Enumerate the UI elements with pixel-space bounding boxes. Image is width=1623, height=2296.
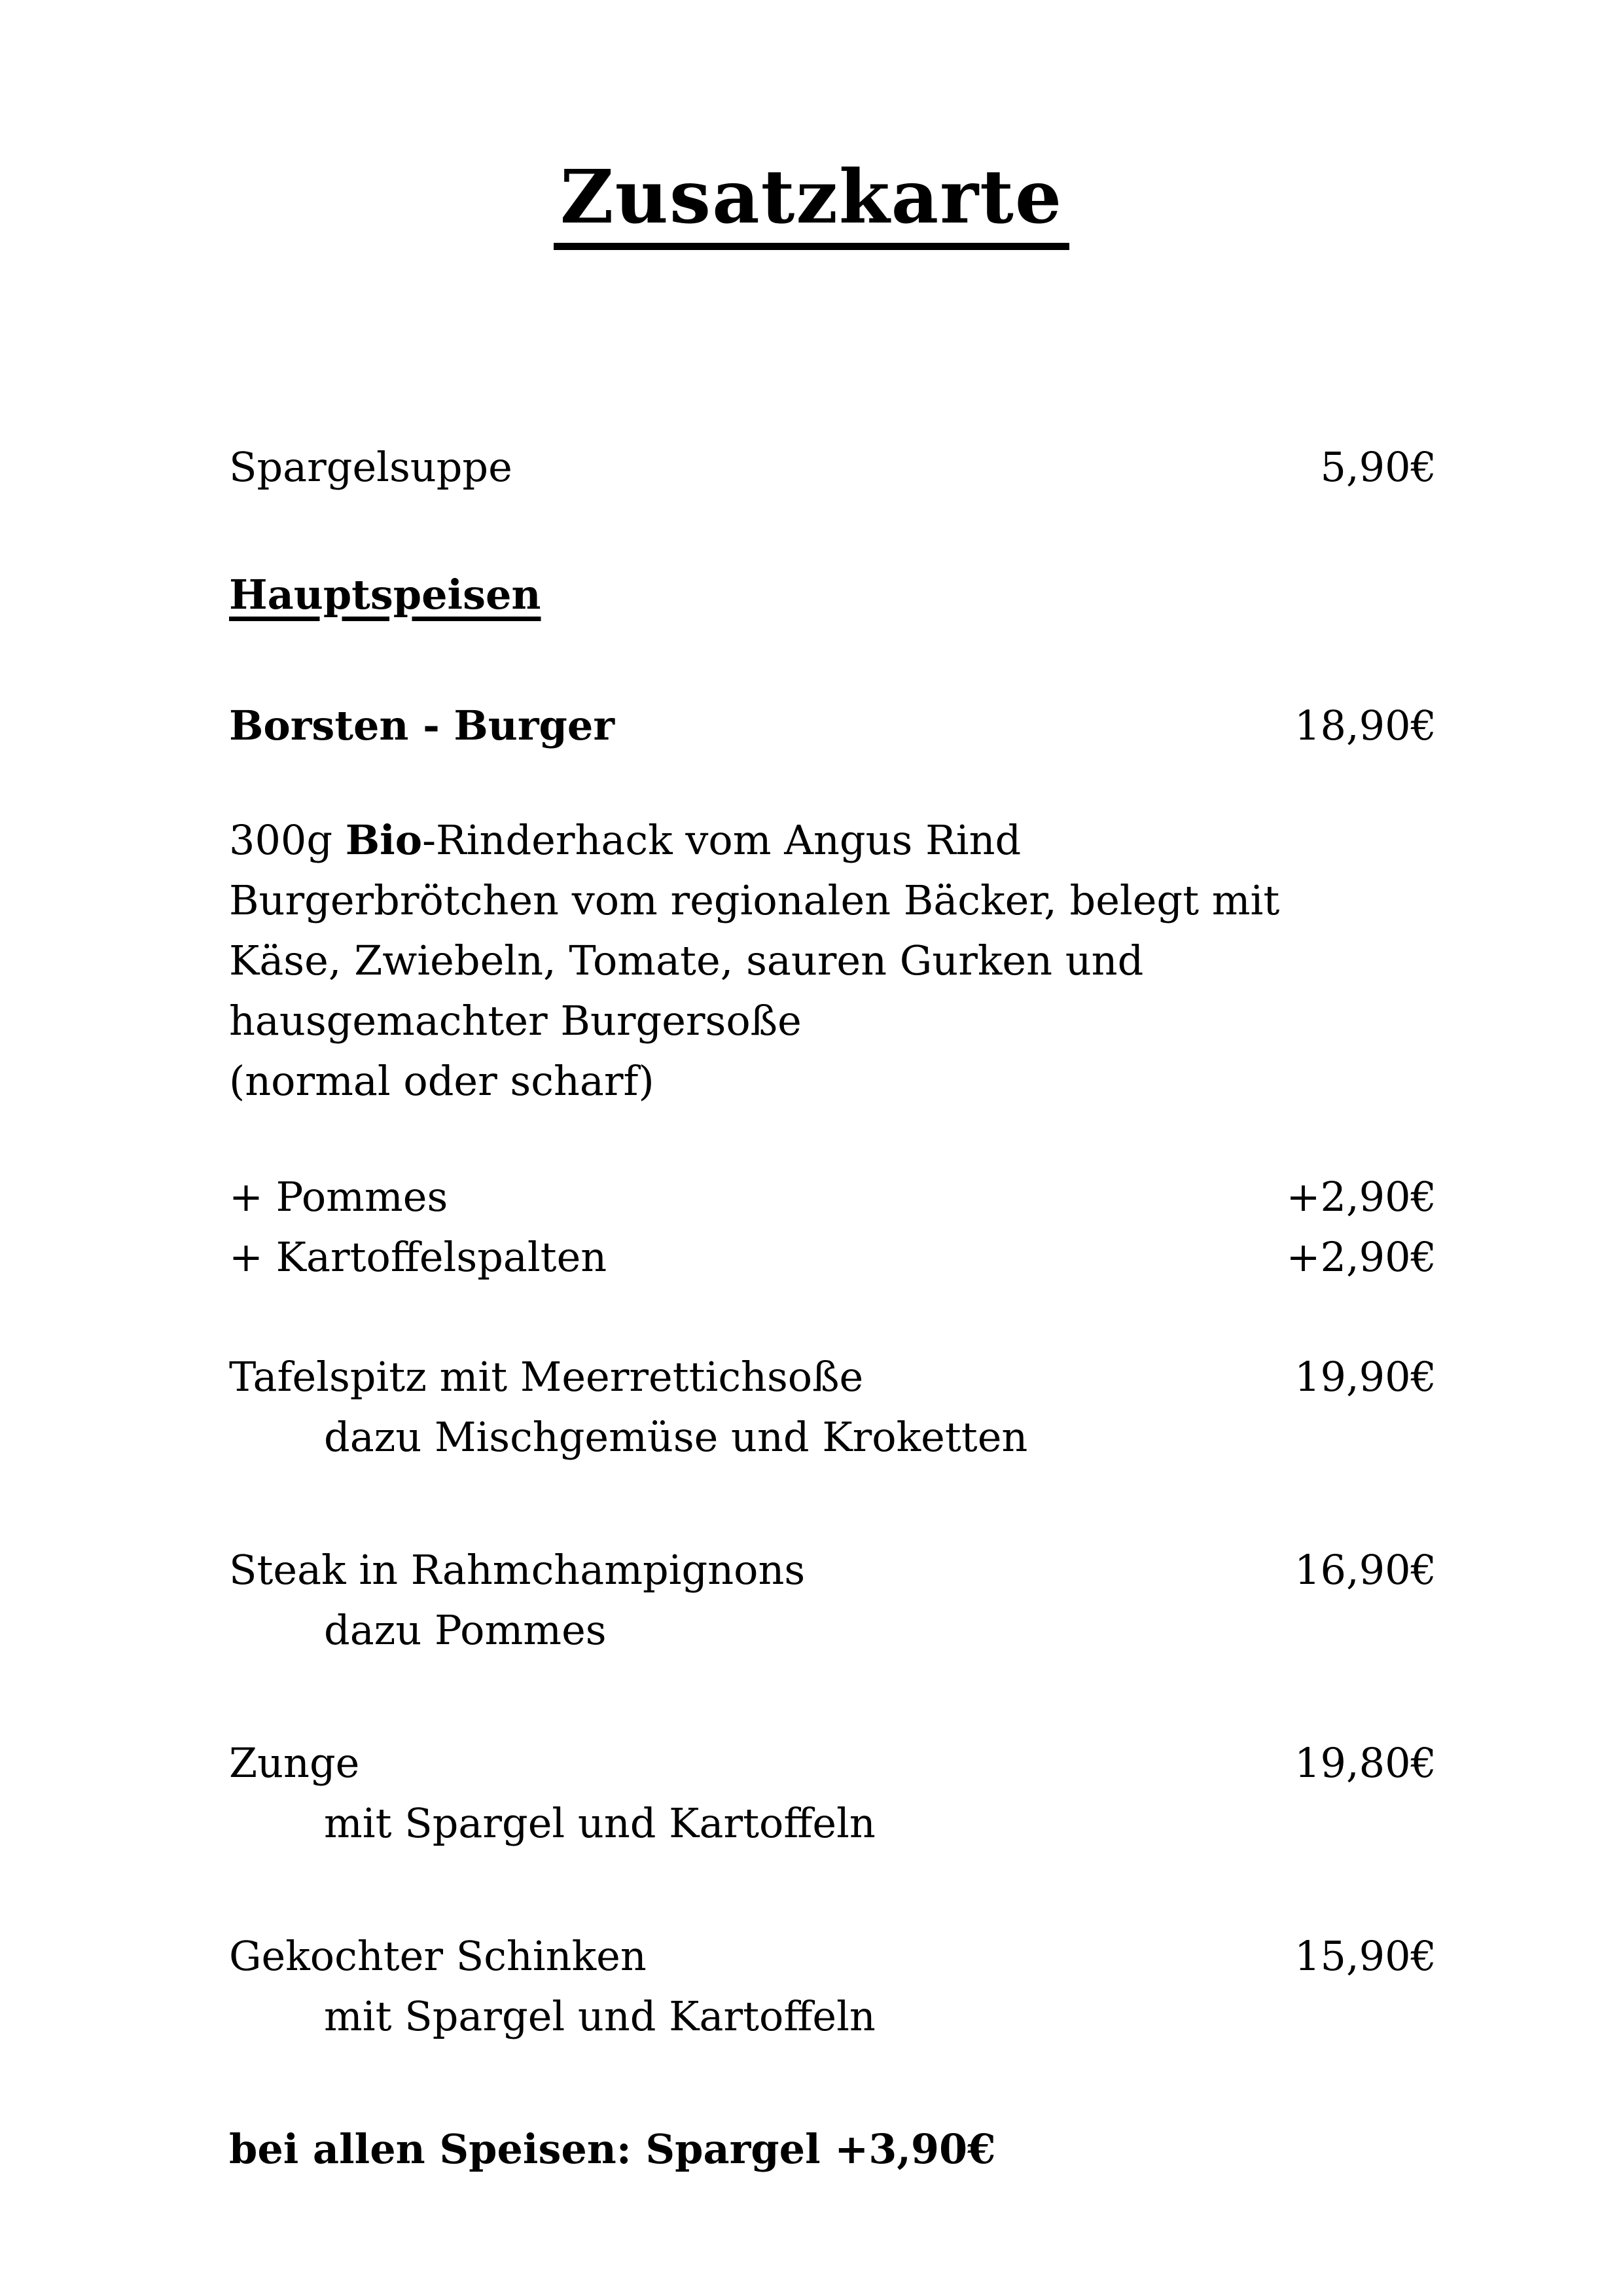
footer-note: bei allen Speisen: Spargel +3,90€: [229, 2125, 996, 2173]
item-price: 5,90€: [1320, 443, 1436, 491]
item-description-line: Burgerbrötchen vom regionalen Bäcker, belegt mit: [229, 876, 1280, 924]
item-name: Spargelsuppe: [229, 443, 512, 491]
item-price: +2,90€: [1286, 1233, 1436, 1281]
item-price: 15,90€: [1294, 1932, 1436, 1980]
item-name: Gekochter Schinken: [229, 1932, 647, 1980]
page-title: Zusatzkarte: [554, 156, 1069, 250]
section-heading-row: [229, 565, 1436, 625]
item-price: +2,90€: [1286, 1173, 1436, 1221]
description-text: -Rinderhack vom Angus Rind: [422, 816, 1022, 864]
item-price: 18,90€: [1294, 702, 1436, 749]
page-title-wrap: [0, 156, 1623, 250]
item-name: Steak in Rahmchampignons: [229, 1546, 806, 1594]
item-description-line: Käse, Zwiebeln, Tomate, sauren Gurken und: [229, 937, 1144, 984]
description-text: 300g: [229, 816, 346, 864]
item-name: Zunge: [229, 1739, 360, 1787]
item-price: 16,90€: [1294, 1546, 1436, 1594]
description-text-bold: Bio: [345, 816, 423, 864]
item-name: Tafelspitz mit Meerrettichsoße: [229, 1353, 864, 1401]
item-side-line: dazu Mischgemüse und Kroketten: [324, 1413, 1028, 1461]
menu-item-row: [229, 1733, 1436, 1793]
menu-item-row: [229, 1167, 1436, 1227]
item-description-line: (normal oder scharf): [229, 1057, 654, 1105]
menu-item-row: [229, 1227, 1436, 1287]
menu-item-row: [229, 696, 1436, 756]
item-side-line: mit Spargel und Kartoffeln: [324, 1799, 876, 1847]
menu-item-row: [229, 1347, 1436, 1407]
section-heading: Hauptspeisen: [229, 571, 541, 619]
item-name: Borsten - Burger: [229, 702, 615, 749]
item-side-line: dazu Pommes: [324, 1606, 607, 1654]
item-name: + Pommes: [229, 1173, 448, 1221]
menu-item-row: [229, 1540, 1436, 1600]
menu-item-row: [229, 1926, 1436, 1986]
item-name: + Kartoffelspalten: [229, 1233, 607, 1281]
menu-body: [229, 437, 1436, 2179]
item-price: 19,80€: [1294, 1739, 1436, 1787]
item-description-line: [229, 810, 1436, 870]
menu-item-row: [229, 437, 1436, 497]
item-side-line: mit Spargel und Kartoffeln: [324, 1992, 876, 2040]
item-price: 19,90€: [1294, 1353, 1436, 1401]
item-description-line: hausgemachter Burgersoße: [229, 997, 802, 1045]
